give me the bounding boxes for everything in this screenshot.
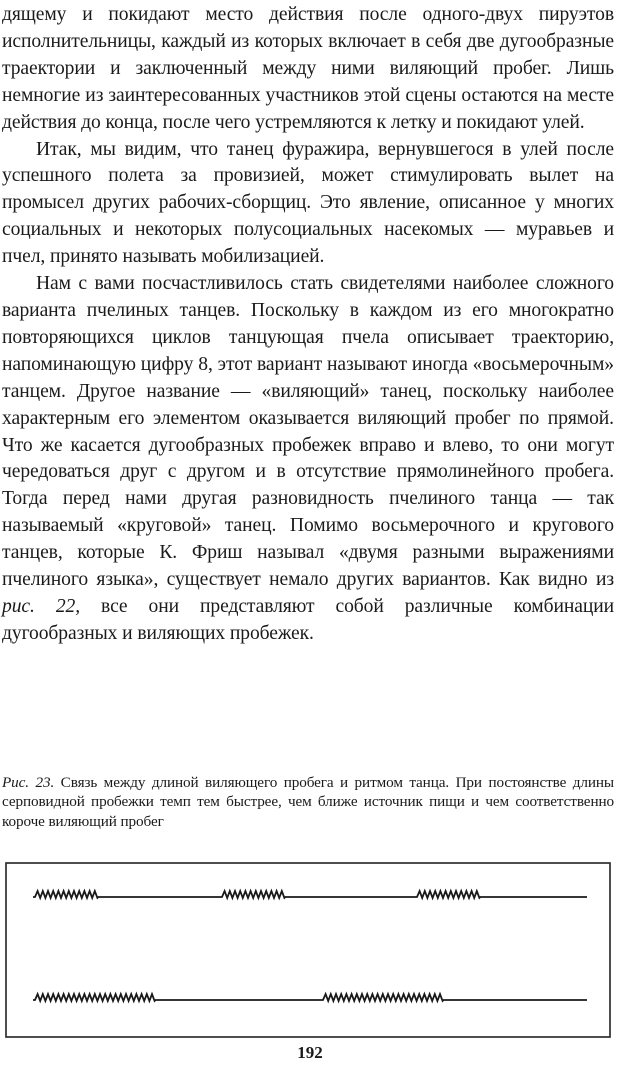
caption-text: Связь между длиной виляющего пробега и ритмом танца. При постоянстве длины серповидной пробежки темп тем быстрее, чем ближе источник пищи и чем соответственно короче виляющий пробег <box>2 774 615 830</box>
paragraph-3 <box>2 271 614 648</box>
paragraph-1: дящему и покидают место действия после одного-двух пируэтов исполнительницы, каждый из которых включает в себя две дугообразные траектории и заключенный между ними виляющий пробег. Лишь немногие из заинтересованных участников этой сцены остаются на месте действия до конца, после чего устремляются к летку и покидают улей. <box>2 4 614 133</box>
figure-reference: рис. 22, <box>2 595 81 617</box>
paragraph-3-text-a: Нам с вами посчастливилось стать свидетелями наиболее сложного варианта пчелиных танцев. Поскольку в каждом из его многократно повторяющихся циклов танцующая пчела описывает траекторию, напоминающую цифру 8, этот вариант называют иногда «восьмерочным» танцем. Другое название — «виляющий» танец, поскольку наиболее характерным его элементом оказывается виляющий пробег по прямой. Что же касается дугообразных пробежек вправо и влево, то они могут чередоваться друг с другом и в отсутствие прямолинейного пробега. Тогда перед нами другая разновидность пчелиного танца — так называемый «круговой» танец. Помимо восьмерочного и кругового танцев, которые К. Фриш называл «двумя разными выражениями пчелиного языка», существует немало других вариантов. Как видно из <box>2 273 614 591</box>
caption-label: Рис. 23. <box>2 774 55 791</box>
waggle-trace-row-2 <box>33 994 587 1001</box>
figure-row-1 <box>33 891 587 898</box>
paragraph-2: Итак, мы видим, что танец фуражира, вернувшегося в улей после успешного полета за провизией, может стимулировать вылет на промысел других рабочих-сборщиц. Это явление, описанное у многих социальных и некоторых полусоциальных насекомых — муравьев и пчел, принято называть мобилизацией. <box>2 138 614 268</box>
figure-row-2 <box>33 994 587 1001</box>
paragraph-3-text-b: все они представляют собой различные комбинации дугообразных и виляющих пробежек. <box>2 595 615 644</box>
waggle-trace-row-1 <box>33 891 587 898</box>
page-number: 192 <box>297 1043 323 1062</box>
waggle-rhythm-figure <box>5 862 611 1038</box>
figure-caption <box>2 773 614 831</box>
body-text <box>2 2 614 648</box>
figure-frame <box>6 863 610 1037</box>
